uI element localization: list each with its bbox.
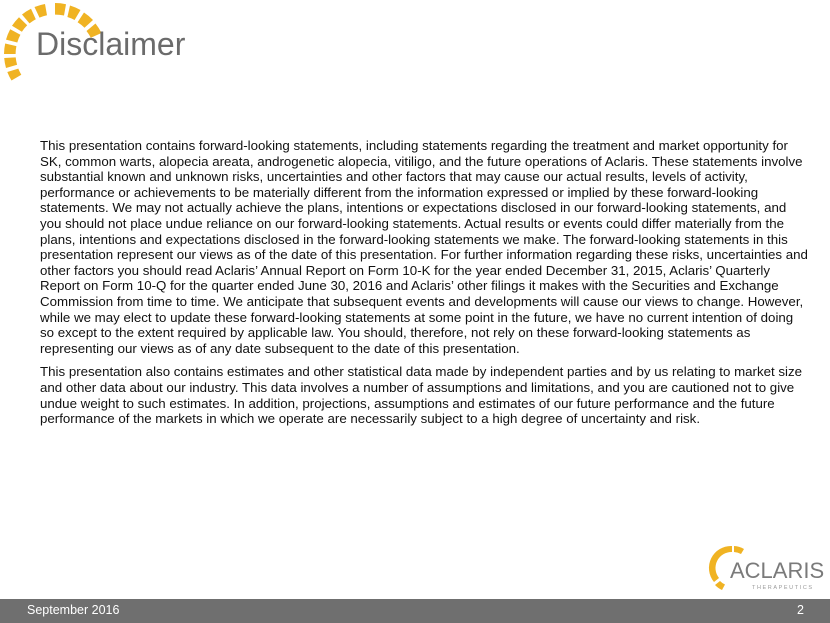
footer-date: September 2016 <box>27 603 120 617</box>
page-number: 2 <box>797 603 804 617</box>
logo-wordmark: ACLARIS <box>730 558 825 583</box>
page-title: Disclaimer <box>36 26 186 62</box>
disclaimer-body <box>40 138 810 435</box>
logo-tagline: THERAPEUTICS <box>752 585 814 591</box>
disclaimer-paragraph-forward-looking: This presentation contains forward-looking statements, including statements regarding the treatment and market opportunity for SK, common warts, alopecia areata, androgenetic alopecia, vitiligo, and the future operations of Aclaris. These statements involve substantial known and unknown risks, uncertainties and other factors that may cause our actual results, levels of activity, performance or achievements to be materially different from the information expressed or implied by these forward-looking statements. We may not actually achieve the plans, intentions or expectations disclosed in our forward-looking statements, and you should not place undue reliance on our forward-looking statements. Actual results or events could differ materially from the plans, intentions and expectations disclosed in the forward-looking statements we make. The forward-looking statements in this presentation represent our views as of the date of this presentation. For further information regarding these risks, uncertainties and other factors you should read Aclaris’ Annual Report on Form 10-K for the year ended December 31, 2015, Aclaris’ Quarterly Report on Form 10-Q for the quarter ended June 30, 2016 and Aclaris’ other filings it makes with the Securities and Exchange Commission from time to time. We anticipate that subsequent events and developments will cause our views to change. However, while we may elect to update these forward-looking statements at some point in the future, we have no current intention of doing so except to the extent required by applicable law. You should, therefore, not rely on these forward-looking statements as representing our views as of any date subsequent to the date of this presentation. <box>40 138 808 356</box>
aclaris-logo-icon <box>704 540 826 594</box>
disclaimer-paragraph-estimates: This presentation also contains estimates and other statistical data made by independent parties and by us relating to market size and other data about our industry. This data involves a number of assumptions and limitations, and you are cautioned not to give undue weight to such estimates. In addition, projections, assumptions and estimates of our future performance and the future performance of the markets in which we operate are necessarily subject to a high degree of uncertainty and risk. <box>40 364 803 427</box>
footer-bar <box>0 599 830 623</box>
